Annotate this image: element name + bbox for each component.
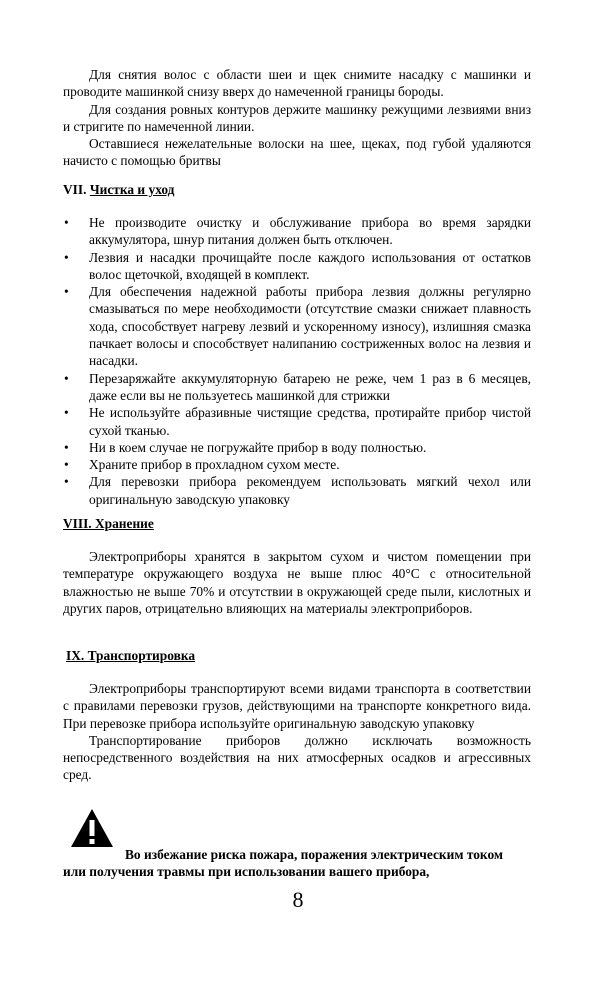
section-9-heading (66, 647, 534, 664)
section-8-body (63, 548, 531, 617)
bullet-icon: • (64, 439, 69, 455)
list-item: • Лезвия и насадки прочищайте после каждого использования от остатков волос щеточкой, входящей в комплект. (64, 249, 531, 282)
intro-block (63, 66, 531, 170)
bullet-icon: • (64, 215, 69, 230)
section-7-heading (63, 181, 531, 198)
intro-paragraph-3: Оставшиеся нежелательные волоски на шее, щеках, под губой удаляются начисто с помощью бритвы (63, 136, 531, 169)
warning-text-block (63, 846, 503, 881)
intro-paragraph-1: Для снятия волос с области шеи и щек снимите насадку с машинки и проводите машинкой снизу вверх до намеченной границы бороды. (63, 67, 531, 100)
list-item: • Храните прибор в прохладном сухом месте. (64, 457, 340, 473)
warning-text: Во избежание риска пожара, поражения электрическим током или получения травмы при использовании вашего прибора, (63, 847, 504, 880)
section-7-title: Чистка и уход (89, 182, 175, 197)
section-8-paragraph: Электроприборы хранятся в закрытом сухом и чистом помещении при температуре окружающего воздуха не выше плюс 40°С с относительной влажностью не выше 70% и отсутствии в окружающей среде пыли, кислотных и других паров, отрицательно влияющих на материалы электроприборов. (63, 549, 531, 616)
section-7-list (63, 214, 531, 508)
bullet-icon: • (64, 249, 69, 265)
list-item: • Перезаряжайте аккумуляторную батарею не реже, чем 1 раз в 6 месяцев, даже если вы не пользуетесь машинкой для стрижки (64, 370, 531, 403)
page-number: 8 (292, 887, 304, 912)
bullet-icon: • (64, 284, 69, 300)
list-item: • Не используйте абразивные чистящие средства, протирайте прибор чистой сухой тканью. (64, 405, 531, 438)
list-item: • Не производите очистку и обслуживание прибора во время зарядки аккумулятора, шнур питания должен быть отключен. (64, 215, 531, 248)
section-8-heading (63, 515, 531, 532)
section-7-number: VII. (63, 182, 87, 197)
warning-triangle-icon (70, 808, 114, 848)
bullet-icon: • (64, 474, 69, 490)
bullet-icon: • (64, 457, 69, 473)
section-8-title: VIII. Хранение (63, 516, 154, 531)
bullet-icon: • (64, 405, 69, 421)
list-item: • Для обеспечения надежной работы прибора лезвия должны регулярно смазываться по мере необходимости (отсутствие смазки снижает плавность хода, способствует нагреву лезвий и ускоренному износу), излишняя смазка пачкает волосы и способствует налипанию состриженных волос на лезвия и насадки. (64, 284, 531, 369)
intro-paragraph-2: Для создания ровных контуров держите машинку режущими лезвиями вниз и стригите по намеченной линии. (63, 101, 531, 134)
bullet-icon: • (64, 370, 69, 386)
section-9-paragraph-2: Транспортирование приборов должно исключать возможность непосредственного воздействия на них атмосферных осадков и агрессивных сред. (63, 732, 531, 783)
list-item: • Ни в коем случае не погружайте прибор в воду полностью. (64, 439, 427, 455)
section-9-paragraph-1: Электроприборы транспортируют всеми видами транспорта в соответствии с правилами перевозки грузов, действующими на транспорте конкретного вида. При перевозке прибора используйте оригинальную заводскую упаковку (63, 681, 531, 731)
list-item: • Для перевозки прибора рекомендуем использовать мягкий чехол или оригинальную заводскую упаковку (64, 474, 531, 507)
section-9-body (63, 680, 531, 784)
section-9-title: IX. Транспортировка (66, 648, 196, 663)
